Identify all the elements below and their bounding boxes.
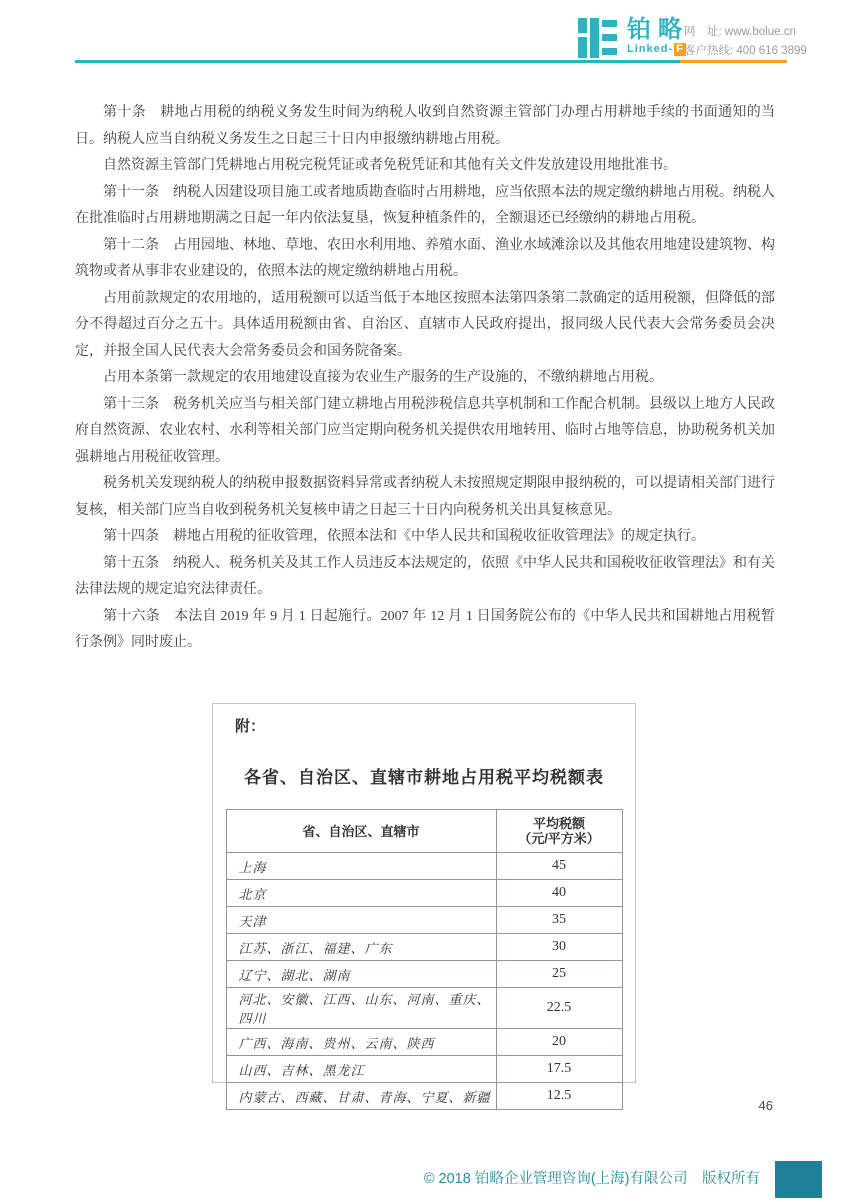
table-title: 各省、自治区、直辖市耕地占用税平均税额表	[244, 768, 604, 787]
table-row	[226, 988, 622, 1029]
rate-cell: 20	[496, 1029, 622, 1056]
linked-f-badge: F	[676, 43, 684, 55]
table-header-row	[226, 810, 622, 853]
region-cell: 辽宁、湖北、湖南	[226, 961, 496, 988]
column-header-rate: 平均税额 （元/平方米）	[496, 810, 622, 853]
column-header-region: 省、自治区、直辖市	[226, 810, 496, 853]
table-row	[226, 853, 622, 880]
law-paragraph: 第十六条 本法自 2019 年 9 月 1 日起施行。2007 年 12 月 1 日国务院公布的《中华人民共和国耕地占用税暂行条例》同时废止。	[75, 608, 775, 650]
bolue-logo-icon	[578, 17, 618, 58]
page-number: 46	[758, 1098, 773, 1113]
rate-cell: 22.5	[496, 988, 622, 1029]
logo-text	[627, 17, 689, 56]
footer-accent-square	[775, 1161, 822, 1198]
hotline-number: 400 616 3899	[736, 45, 807, 57]
attachment-label: 附：	[235, 719, 266, 735]
region-cell: 山西、吉林、黑龙江	[226, 1056, 496, 1083]
tax-rate-table	[226, 809, 623, 1110]
attachment-box	[212, 703, 636, 1105]
law-paragraph: 第十四条 耕地占用税的征收管理，依照本法和《中华人民共和国税收征收管理法》的规定执行。	[103, 529, 705, 544]
law-paragraph: 占用本条第一款规定的农用地建设直接为农业生产服务的生产设施的，不缴纳耕地占用税。	[103, 370, 663, 385]
law-paragraph: 第十一条 纳税人因建设项目施工或者地质勘查临时占用耕地，应当依照本法的规定缴纳耕地占用税。纳税人在批准临时占用耕地期满之日起一年内依法复垦，恢复种植条件的，全额退还已经缴纳的耕地占用税。	[75, 184, 775, 226]
rate-cell: 35	[496, 907, 622, 934]
hotline-line: 客户热线: 400 616 3899	[684, 45, 807, 57]
table-row	[226, 1029, 622, 1056]
header-divider	[75, 60, 787, 63]
region-cell: 上海	[226, 853, 496, 880]
website-line: 网 址: www.bolue.cn	[684, 26, 796, 38]
region-cell: 北京	[226, 880, 496, 907]
table-row	[226, 1056, 622, 1083]
law-paragraph: 占用前款规定的农用地的，适用税额可以适当低于本地区按照本法第四条第二款确定的适用税额，但降低的部分不得超过百分之五十。具体适用税额由省、自治区、直辖市人民政府提出，报同级人民代表大会常务委员会决定，并报全国人民代表大会常务委员会和国务院备案。	[75, 290, 775, 359]
brand-name: 铂略	[627, 16, 689, 43]
region-cell: 广西、海南、贵州、云南、陕西	[226, 1029, 496, 1056]
brand-subtitle: Linked- F	[627, 43, 684, 55]
rate-cell: 45	[496, 853, 622, 880]
rate-cell: 25	[496, 961, 622, 988]
region-cell: 天津	[226, 907, 496, 934]
rate-cell: 40	[496, 880, 622, 907]
copyright-text: © 2018 铂略企业管理咨询(上海)有限公司 版权所有	[423, 1171, 760, 1187]
law-paragraph: 税务机关发现纳税人的纳税申报数据资料异常或者纳税人未按照规定期限申报纳税的，可以提请相关部门进行复核，相关部门应当自收到税务机关复核申请之日起三十日内向税务机关出具复核意见。	[75, 476, 775, 518]
law-paragraph: 自然资源主管部门凭耕地占用税完税凭证或者免税凭证和其他有关文件发放建设用地批准书。	[103, 158, 677, 173]
header-divider-teal	[75, 60, 680, 63]
rate-cell: 12.5	[496, 1083, 622, 1110]
law-text-body	[75, 100, 775, 657]
table-row	[226, 1083, 622, 1110]
law-paragraph: 第十二条 占用园地、林地、草地、农田水利用地、养殖水面、渔业水域滩涂以及其他农用地建设建筑物、构筑物或者从事非农业建设的，依照本法的规定缴纳耕地占用税。	[75, 237, 775, 279]
bolue-logo	[578, 17, 689, 58]
header-divider-orange	[680, 60, 787, 63]
law-paragraph: 第十三条 税务机关应当与相关部门建立耕地占用税涉税信息共享机制和工作配合机制。县级以上地方人民政府自然资源、农业农村、水利等相关部门应当定期向税务机关提供农用地转用、临时占地等信息，协助税务机关加强耕地占用税征收管理。	[75, 396, 775, 465]
table-row	[226, 961, 622, 988]
law-paragraph: 第十五条 纳税人、税务机关及其工作人员违反本法规定的，依照《中华人民共和国税收征收管理法》和有关法律法规的规定追究法律责任。	[75, 555, 775, 597]
rate-cell: 17.5	[496, 1056, 622, 1083]
table-row	[226, 907, 622, 934]
region-cell: 江苏、浙江、福建、广东	[226, 934, 496, 961]
law-paragraph: 第十条 耕地占用税的纳税义务发生时间为纳税人收到自然资源主管部门办理占用耕地手续的书面通知的当日。纳税人应当自纳税义务发生之日起三十日内申报缴纳耕地占用税。	[75, 105, 775, 147]
rate-cell: 30	[496, 934, 622, 961]
table-row	[226, 880, 622, 907]
region-cell: 内蒙古、西藏、甘肃、青海、宁夏、新疆	[226, 1083, 496, 1110]
table-row	[226, 934, 622, 961]
region-cell: 河北、安徽、江西、山东、河南、重庆、四川	[226, 988, 496, 1029]
contact-info	[684, 23, 807, 61]
website-url: www.bolue.cn	[724, 26, 796, 38]
